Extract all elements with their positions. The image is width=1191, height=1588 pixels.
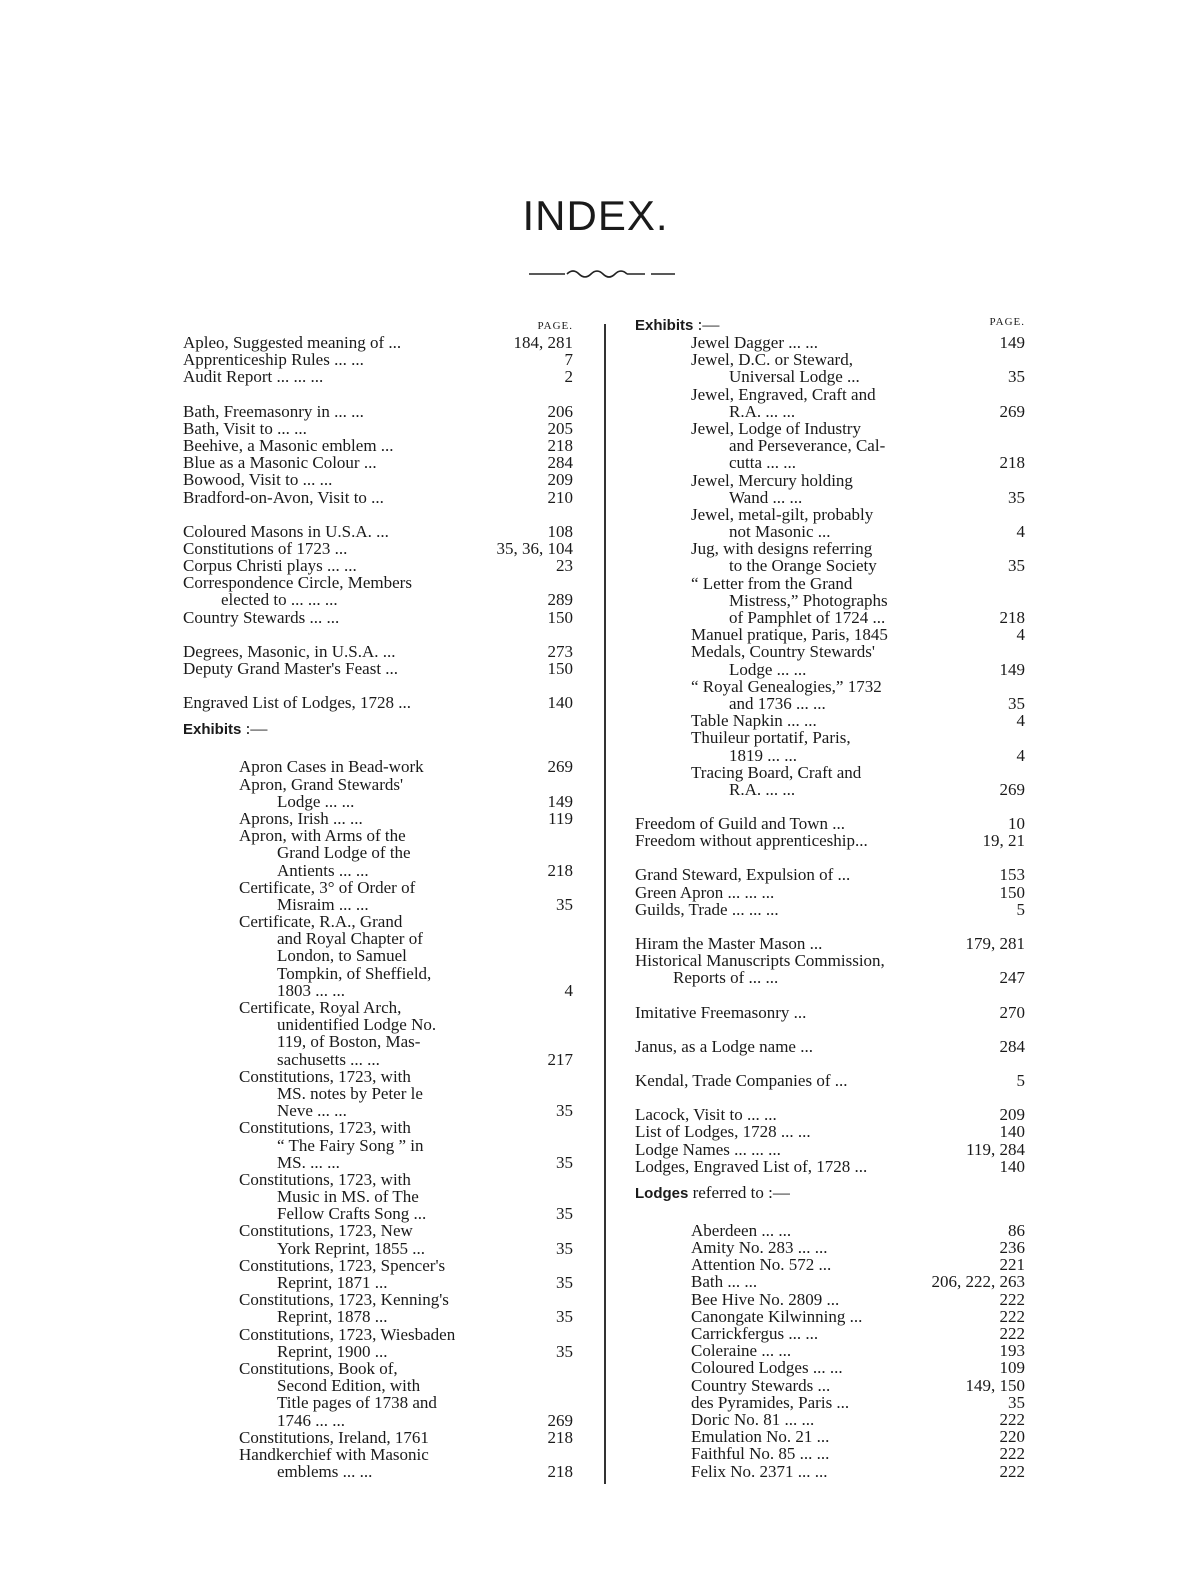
page-number: 10: [1008, 814, 1025, 834]
entry-text: Reprint, 1871 ...: [277, 1273, 388, 1292]
page-number: 4: [1016, 625, 1025, 645]
entry-text: and Royal Chapter of: [277, 929, 423, 949]
index-subentry: [635, 1222, 1025, 1239]
entry-text: MS. ... ...: [277, 1152, 340, 1172]
index-subentry: [635, 1256, 1025, 1273]
page-number: 35: [1008, 367, 1025, 387]
spacer: [183, 677, 573, 694]
section-heading-text: Exhibits: [635, 317, 694, 334]
entry-text: Deputy Grand Master's Feast ...: [183, 659, 399, 678]
page-number: 4: [564, 980, 573, 1000]
entry-text: Canongate Kilwinning ...: [691, 1306, 863, 1326]
page-number: 35, 36, 104: [496, 538, 573, 558]
entry-text: “ The Fairy Song ” in: [277, 1135, 424, 1155]
entry-text: Guilds, Trade ... ... ...: [635, 899, 779, 919]
index-entry: [183, 557, 573, 574]
index-subentry: [635, 1428, 1025, 1445]
entry-text: Fellow Crafts Song ...: [277, 1204, 427, 1224]
entry-text: Constitutions, 1723, Wiesbaden: [239, 1324, 456, 1344]
index-subentry: [183, 758, 573, 775]
entry-text: Grand Steward, Expulsion of ...: [635, 865, 851, 885]
page-number: 150: [547, 659, 573, 678]
section-heading-suffix: :—: [241, 719, 268, 739]
entry-text: Lodges, Engraved List of, 1728 ...: [635, 1156, 868, 1176]
entry-text: Constitutions, Book of,: [239, 1358, 398, 1378]
index-subentry: [635, 420, 1025, 472]
entry-text: des Pyramides, Paris ...: [691, 1392, 850, 1412]
entry-text: Janus, as a Lodge name ...: [635, 1036, 813, 1056]
index-entry: [183, 471, 573, 488]
page-number: 221: [999, 1255, 1025, 1275]
section-heading-text: Lodges: [635, 1184, 689, 1202]
page-number: 35: [556, 1238, 573, 1258]
entry-text: Degrees, Masonic, in U.S.A. ...: [183, 641, 396, 661]
page-number: 7: [564, 350, 573, 370]
page-number: 218: [547, 1427, 573, 1447]
index-subentry: [183, 1429, 573, 1446]
index-subentry: [635, 729, 1025, 763]
index-subentry: [635, 1394, 1025, 1411]
page-number: 218: [999, 608, 1025, 627]
index-subentry: [635, 1445, 1025, 1462]
page-number: 218: [999, 453, 1025, 473]
entry-text: cutta ... ...: [729, 453, 797, 473]
index-subentry: [635, 1411, 1025, 1428]
entry-text: Emulation No. 21 ...: [691, 1427, 830, 1447]
index-subentry: [635, 334, 1025, 351]
page-number: 119: [548, 808, 573, 828]
page-number: 149, 150: [965, 1375, 1025, 1395]
index-subentry: [183, 1326, 573, 1360]
entry-text: Constitutions, 1723, Spencer's: [239, 1255, 446, 1275]
entry-text: Kendal, Trade Companies of ...: [635, 1070, 848, 1090]
page-number: 5: [1016, 1070, 1025, 1090]
entry-text: Misraim ... ...: [277, 894, 369, 914]
index-column-right: [635, 316, 1025, 1480]
entry-text: Thuileur portatif, Paris,: [691, 728, 851, 748]
entry-text: Jewel, Mercury holding: [691, 470, 853, 490]
index-entry: [183, 351, 573, 368]
entry-text: Medals, Country Stewards': [691, 642, 875, 662]
page-number: 35: [1008, 487, 1025, 507]
page-number: 19, 21: [982, 831, 1025, 851]
entry-text: Lodge Names ... ... ...: [635, 1139, 781, 1159]
page-number: 269: [547, 1410, 573, 1430]
entry-text: Title pages of 1738 and: [277, 1393, 437, 1413]
index-subentry: [635, 472, 1025, 506]
page-number: 109: [999, 1358, 1025, 1378]
entry-text: Second Edition, with: [277, 1376, 421, 1396]
page-number: 35: [556, 1341, 573, 1361]
entry-text: Doric No. 81 ... ...: [691, 1409, 815, 1429]
section-heading: [183, 720, 573, 738]
page-number: 289: [547, 590, 573, 610]
page-number: 206, 222, 263: [931, 1272, 1025, 1292]
index-subentry: [183, 1068, 573, 1120]
index-entry: [635, 1123, 1025, 1140]
spacer: [635, 1202, 1025, 1222]
index-entry: [635, 832, 1025, 849]
page-column-label: PAGE.: [537, 320, 573, 332]
entry-text: Jug, with designs referring: [691, 539, 873, 559]
page-number: 140: [547, 693, 573, 713]
page-number: 119, 284: [966, 1139, 1025, 1159]
index-entry: [183, 574, 573, 608]
page-number: 153: [999, 865, 1025, 885]
entry-text: Neve ... ...: [277, 1101, 347, 1121]
index-entry: [183, 609, 573, 626]
entry-text: Coleraine ... ...: [691, 1341, 792, 1361]
page-number: 35: [556, 1273, 573, 1292]
page-number: 140: [999, 1122, 1025, 1142]
entry-text: Beehive, a Masonic emblem ...: [183, 435, 394, 455]
index-subentry: [183, 1119, 573, 1171]
entry-text: Reprint, 1900 ...: [277, 1341, 388, 1361]
entry-text: Coloured Lodges ... ...: [691, 1358, 843, 1378]
page-number: 35: [1008, 556, 1025, 576]
page-number: 150: [999, 882, 1025, 902]
page-number: 218: [547, 435, 573, 455]
entry-text: Bath, Freemasonry in ... ...: [183, 401, 364, 421]
index-subentry: [635, 1273, 1025, 1290]
page-number: 222: [999, 1306, 1025, 1326]
index-subentry: [635, 678, 1025, 712]
index-column-left: [183, 320, 573, 1480]
index-subentry: [183, 1222, 573, 1256]
entry-text: Faithful No. 85 ... ...: [691, 1444, 830, 1464]
section-heading-text: Exhibits: [183, 721, 242, 739]
entry-text: Tompkin, of Sheffield,: [277, 963, 432, 983]
entry-text: Tracing Board, Craft and: [691, 762, 862, 782]
entry-text: R.A. ... ...: [729, 401, 796, 421]
entry-text: 1819 ... ...: [729, 745, 797, 765]
index-subentry: [635, 1377, 1025, 1394]
page-number: 269: [999, 401, 1025, 421]
index-subentry: [635, 643, 1025, 677]
index-entry: [635, 935, 1025, 952]
ornament-divider: [527, 266, 677, 280]
entry-text: Certificate, Royal Arch,: [239, 998, 402, 1017]
index-subentry: [183, 1291, 573, 1325]
entry-text: Green Apron ... ... ...: [635, 882, 775, 902]
page-number: 222: [999, 1289, 1025, 1309]
page-number: 218: [547, 860, 573, 880]
entry-text: Constitutions of 1723 ...: [183, 538, 348, 558]
spacer: [635, 1055, 1025, 1072]
entry-text: Constitutions, 1723, with: [239, 1169, 411, 1189]
entry-text: and Perseverance, Cal-: [729, 436, 886, 456]
entry-text: Attention No. 572 ...: [691, 1255, 832, 1275]
entry-text: Bath, Visit to ... ...: [183, 418, 307, 438]
index-entry: [183, 454, 573, 471]
entry-text: of Pamphlet of 1724 ...: [729, 608, 886, 627]
entry-text: Engraved List of Lodges, 1728 ...: [183, 693, 412, 713]
entry-text: Lacock, Visit to ... ...: [635, 1105, 777, 1125]
entry-text: Bee Hive No. 2809 ...: [691, 1289, 840, 1309]
page-number: 206: [547, 401, 573, 421]
section-heading: Exhibits :— PAGE.: [635, 315, 1025, 334]
index-subentry: [183, 913, 573, 999]
page-number: 222: [999, 1444, 1025, 1464]
index-entry: [635, 1141, 1025, 1158]
index-subentry: [635, 1325, 1025, 1342]
entry-text: Lodge ... ...: [277, 791, 355, 811]
page-number: 86: [1008, 1220, 1025, 1240]
page-number: 35: [556, 1101, 573, 1121]
entry-text: Aprons, Irish ... ...: [239, 808, 363, 828]
page-number: 273: [547, 641, 573, 661]
spacer: [635, 987, 1025, 1004]
page-number: 205: [547, 418, 573, 438]
index-subentry: [635, 712, 1025, 729]
entry-text: Amity No. 283 ... ...: [691, 1238, 828, 1258]
index-subentry: [635, 626, 1025, 643]
entry-text: Universal Lodge ...: [729, 367, 860, 387]
page-number: 35: [556, 894, 573, 914]
index-subentry: [183, 1171, 573, 1223]
spacer: [635, 849, 1025, 866]
index-subentry: [635, 1342, 1025, 1359]
entry-text: Bath ... ...: [691, 1272, 758, 1292]
index-subentry: [183, 827, 573, 879]
entry-text: Apron, Grand Stewards': [239, 774, 404, 794]
index-entry: [183, 437, 573, 454]
index-entry: [183, 643, 573, 660]
spacer: [635, 1021, 1025, 1038]
page-number: 35: [556, 1307, 573, 1327]
page-number: 270: [999, 1002, 1025, 1022]
entry-text: elected to ... ... ...: [221, 590, 338, 610]
index-subentry: [635, 1308, 1025, 1325]
entry-text: Reports of ... ...: [673, 968, 779, 988]
page-number: 5: [1016, 899, 1025, 919]
page-number: 4: [1016, 745, 1025, 765]
entry-text: Constitutions, Ireland, 1761: [239, 1427, 429, 1447]
entry-text: “ Royal Genealogies,” 1732: [691, 676, 882, 696]
index-entry: [183, 403, 573, 420]
entry-text: 1803 ... ...: [277, 980, 345, 1000]
entry-text: Lodge ... ...: [729, 659, 807, 679]
page-number: 247: [999, 968, 1025, 988]
entry-text: Corpus Christi plays ... ...: [183, 556, 357, 576]
entry-text: 1746 ... ...: [277, 1410, 345, 1430]
entry-text: Jewel, Lodge of Industry: [691, 418, 861, 438]
index-entry: [635, 815, 1025, 832]
page-number: 218: [547, 1462, 573, 1482]
index-entry: [183, 368, 573, 385]
page-number: 2: [564, 367, 573, 387]
page-number: 217: [547, 1049, 573, 1069]
index-subentry: [635, 764, 1025, 798]
entry-text: Freedom without apprenticeship...: [635, 831, 868, 851]
entry-text: Certificate, R.A., Grand: [239, 912, 403, 932]
entry-text: Constitutions, 1723, with: [239, 1066, 411, 1086]
entry-text: Reprint, 1878 ...: [277, 1307, 388, 1327]
index-subentry: [635, 540, 1025, 574]
entry-text: unidentified Lodge No.: [277, 1015, 437, 1035]
entry-text: Apprenticeship Rules ... ...: [183, 350, 364, 370]
index-subentry: [635, 1463, 1025, 1480]
index-subentry: [183, 810, 573, 827]
index-subentry: [635, 1291, 1025, 1308]
entry-text: Mistress,” Photographs: [729, 590, 888, 610]
entry-text: sachusetts ... ...: [277, 1049, 380, 1069]
index-subentry: [635, 1239, 1025, 1256]
index-entry: [183, 523, 573, 540]
spacer: [183, 738, 573, 758]
entry-text: to the Orange Society: [729, 556, 877, 576]
page-number: 179, 281: [965, 934, 1025, 953]
spacer: [183, 626, 573, 643]
page-number: 209: [547, 470, 573, 490]
index-entry: [183, 420, 573, 437]
index-entry: [635, 866, 1025, 883]
entry-text: Jewel Dagger ... ...: [691, 333, 818, 352]
spacer: [183, 386, 573, 403]
section-heading-suffix: :—: [693, 315, 720, 334]
spacer: [635, 1089, 1025, 1106]
entry-text: Country Stewards ... ...: [183, 607, 340, 627]
entry-text: Certificate, 3° of Order of: [239, 877, 416, 897]
entry-text: Country Stewards ...: [691, 1375, 831, 1395]
index-subentry: [183, 999, 573, 1068]
entry-text: List of Lodges, 1728 ... ...: [635, 1122, 811, 1142]
index-entry: [635, 952, 1025, 986]
page-number: 184, 281: [513, 333, 573, 352]
entry-text: Wand ... ...: [729, 487, 803, 507]
spacer: [635, 798, 1025, 815]
page-number: 193: [999, 1341, 1025, 1361]
entry-text: Bradford-on-Avon, Visit to ...: [183, 487, 384, 507]
page-number: 269: [547, 757, 573, 777]
index-subentry: [635, 386, 1025, 420]
index-subentry: [635, 351, 1025, 385]
entry-text: Freedom of Guild and Town ...: [635, 814, 846, 834]
page-number: 149: [999, 333, 1025, 352]
entry-text: Manuel pratique, Paris, 1845: [691, 625, 888, 645]
entry-text: Constitutions, 1723, Kenning's: [239, 1290, 449, 1310]
page-title: INDEX.: [522, 192, 669, 239]
page-number: 108: [547, 521, 573, 541]
page-number: 140: [999, 1156, 1025, 1176]
entry-text: Audit Report ... ... ...: [183, 367, 324, 387]
entry-text: Jewel, D.C. or Steward,: [691, 350, 853, 370]
entry-text: Handkerchief with Masonic: [239, 1444, 429, 1464]
entry-text: Imitative Freemasonry ...: [635, 1002, 807, 1022]
index-entry: [183, 694, 573, 711]
entry-text: Music in MS. of The: [277, 1187, 419, 1207]
entry-text: Aberdeen ... ...: [691, 1220, 792, 1240]
page-number: 4: [1016, 711, 1025, 731]
entry-text: Antients ... ...: [277, 860, 369, 880]
section-heading-suffix: referred to :—: [688, 1182, 790, 1202]
index-subentry: [183, 1360, 573, 1429]
entry-text: Apron Cases in Bead-work: [239, 757, 424, 777]
entry-text: Table Napkin ... ...: [691, 711, 817, 731]
page-number: 222: [999, 1324, 1025, 1343]
entry-text: Hiram the Master Mason ...: [635, 934, 823, 953]
entry-text: emblems ... ...: [277, 1462, 373, 1482]
page-number: 150: [547, 607, 573, 627]
entry-text: Correspondence Circle, Members: [183, 573, 412, 593]
page-number: 23: [556, 556, 573, 576]
index-subentry: [183, 1446, 573, 1480]
index-entry: [183, 334, 573, 351]
index-subentry: [635, 506, 1025, 540]
page-number: 209: [999, 1105, 1025, 1125]
page-number: 4: [1016, 522, 1025, 542]
entry-text: Coloured Masons in U.S.A. ...: [183, 521, 389, 541]
entry-text: Blue as a Masonic Colour ...: [183, 453, 377, 473]
entry-text: Apron, with Arms of the: [239, 826, 406, 846]
entry-text: and 1736 ... ...: [729, 693, 826, 713]
page-number: 149: [999, 659, 1025, 679]
entry-text: Carrickfergus ... ...: [691, 1324, 819, 1343]
index-entry: [635, 901, 1025, 918]
index-entry: [183, 660, 573, 677]
page-number: 236: [999, 1238, 1025, 1258]
index-subentry: [183, 776, 573, 810]
index-subentry: [635, 575, 1025, 627]
index-entry: [635, 1158, 1025, 1175]
index-entry: [635, 1038, 1025, 1055]
entry-text: Jewel, metal-gilt, probably: [691, 504, 874, 524]
page-number: 35: [1008, 693, 1025, 713]
entry-text: Jewel, Engraved, Craft and: [691, 384, 876, 404]
page-number: 269: [999, 779, 1025, 799]
entry-text: not Masonic ...: [729, 522, 831, 542]
entry-text: 119, of Boston, Mas-: [277, 1032, 421, 1052]
entry-text: R.A. ... ...: [729, 779, 796, 799]
index-entry: [183, 489, 573, 506]
page-number: 149: [547, 791, 573, 811]
spacer: [635, 918, 1025, 935]
page-number: 284: [547, 453, 573, 473]
page-number: 35: [556, 1152, 573, 1172]
index-entry: [635, 1106, 1025, 1123]
page-number: 220: [999, 1427, 1025, 1447]
index-entry: [183, 540, 573, 557]
entry-text: London, to Samuel: [277, 946, 407, 966]
entry-text: Grand Lodge of the: [277, 843, 411, 863]
entry-text: Bowood, Visit to ... ...: [183, 470, 333, 490]
page-number: 222: [999, 1461, 1025, 1481]
page-number: 222: [999, 1409, 1025, 1429]
column-divider: [604, 324, 606, 1484]
entry-text: York Reprint, 1855 ...: [277, 1238, 425, 1258]
spacer: [183, 506, 573, 523]
page-number: 210: [547, 487, 573, 507]
entry-text: Apleo, Suggested meaning of ...: [183, 333, 402, 352]
entry-text: Constitutions, 1723, with: [239, 1118, 411, 1138]
entry-text: MS. notes by Peter le: [277, 1083, 423, 1103]
index-subentry: [635, 1359, 1025, 1376]
entry-text: “ Letter from the Grand: [691, 573, 853, 593]
entry-text: Felix No. 2371 ... ...: [691, 1461, 828, 1481]
index-entry: [635, 884, 1025, 901]
entry-text: Constitutions, 1723, New: [239, 1221, 413, 1241]
entry-text: Historical Manuscripts Commission,: [635, 951, 885, 971]
index-entry: [635, 1072, 1025, 1089]
page-number: 35: [556, 1204, 573, 1224]
index-subentry: [183, 1257, 573, 1291]
page-number: 35: [1008, 1392, 1025, 1412]
page-number: 284: [999, 1036, 1025, 1056]
index-entry: [635, 1004, 1025, 1021]
section-heading: [635, 1184, 1025, 1202]
index-subentry: [183, 879, 573, 913]
